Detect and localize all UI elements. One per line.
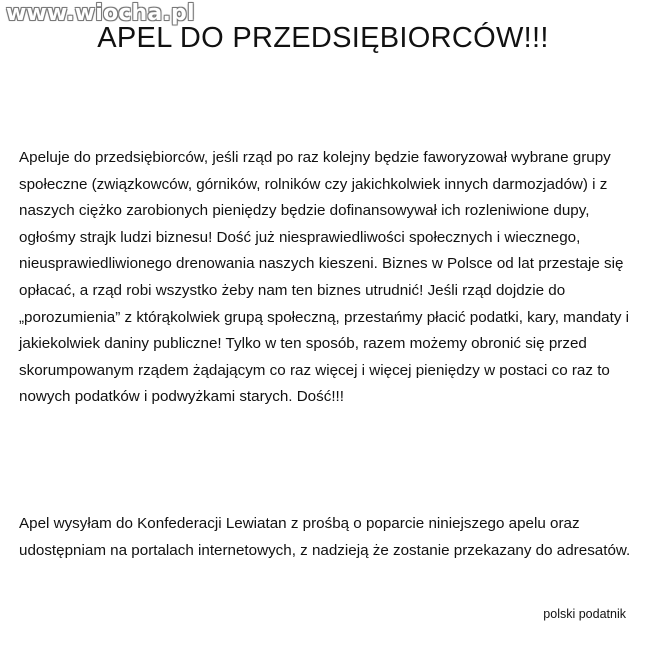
closing-paragraph: Apel wysyłam do Konfederacji Lewiatan z prośbą o poparcie niniejszego apelu oraz udostępniam na portalach internetowych, z nadzieją że zostanie przekazany do adresatów.: [19, 515, 631, 559]
signature: polski podatnik: [543, 607, 626, 621]
appeal-paragraph: Apeluje do przedsiębiorców, jeśli rząd po raz kolejny będzie faworyzował wybrane grupy społeczne (związkowców, górników, rolników czy jakichkolwiek innych darmozjadów) i z naszych ciężko zarobionych pieniędzy będzie dofinansowywał ich rozleniwione dupy, ogłośmy strajk ludzi biznesu! Dość już niesprawiedliwości społecznych i wiecznego, nieusprawiedliwionego drenowania naszych kieszeni. Biznes w Polsce od lat przestaje się opłacać, a rząd robi wszystko żeby nam ten biznes utrudnić! Jeśli rząd dojdzie do „porozumienia” z którąkolwiek grupą społeczną, przestańmy płacić podatki, kary, mandaty i jakiekolwiek daniny publiczne! Tylko w ten sposób, razem możemy obronić się przed skorumpowanym rządem żądającym co raz więcej i więcej pieniędzy w postaci co raz to nowych podatków i podwyżkami starych. Dość!!!: [19, 149, 630, 406]
page-title: APEL DO PRZEDSIĘBIORCÓW!!!: [97, 22, 549, 54]
site-watermark: www.wiocha.pl: [6, 1, 195, 26]
